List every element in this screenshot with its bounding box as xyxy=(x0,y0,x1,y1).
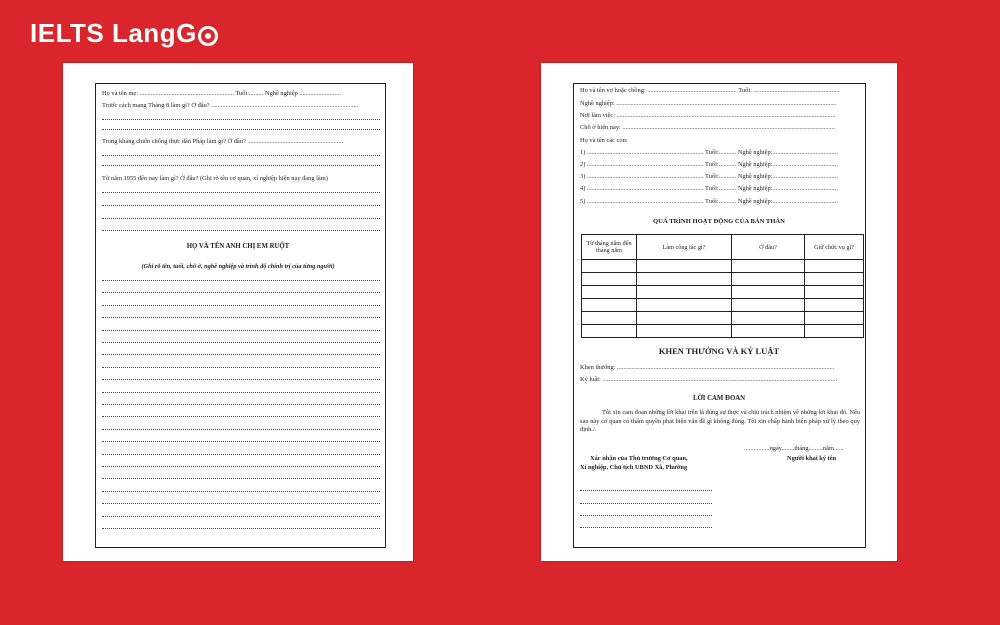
logo-text: IELTS LangG xyxy=(30,18,197,48)
answer-line xyxy=(102,218,380,219)
answer-line xyxy=(102,404,380,405)
answer-line xyxy=(102,155,380,156)
answer-line xyxy=(102,478,380,479)
table-row xyxy=(582,325,864,338)
answer-line xyxy=(102,129,380,130)
confirm-label: Xí nghiệp, Chủ tịch UBND Xã, Phường xyxy=(580,464,688,471)
answer-line xyxy=(102,292,380,293)
signer-label: Người khai ký tên xyxy=(787,455,837,462)
table-row xyxy=(582,260,864,273)
confirm-line xyxy=(580,490,712,491)
child-row: 1) ......................................................................... Tuổi:........... Nghề nghiệp:......................................... xyxy=(580,149,838,156)
date-line: ................ngày........tháng.........năm...... xyxy=(744,445,844,452)
pledge-title: LỜI CAM ĐOAN xyxy=(692,395,746,402)
child-row: 4) ......................................................................... Tuổi:........... Nghề nghiệp:......................................... xyxy=(580,185,838,192)
table-row xyxy=(582,299,864,312)
answer-line xyxy=(102,305,380,306)
answer-line xyxy=(102,367,380,368)
confirm-line xyxy=(580,527,712,528)
siblings-title: HỌ VÀ TÊN ANH CHỊ EM RUỘT xyxy=(186,243,290,250)
since-1955-question: Từ năm 1955 đến nay làm gì? Ở đâu? (Ghi rõ tên cơ quan, xí nghiệp hiện nay đang làm) xyxy=(102,175,328,182)
col-period: Từ tháng năm đến tháng năm xyxy=(582,235,637,260)
logo-o-icon xyxy=(198,26,218,46)
answer-line xyxy=(102,379,380,380)
before-1945-question: Trước cách mạng Tháng 8 làm gì? Ở đâu? ............................................................................................ xyxy=(102,102,359,109)
form-page-left xyxy=(63,63,413,561)
table-row xyxy=(582,312,864,325)
table-row xyxy=(582,273,864,286)
answer-line xyxy=(102,441,380,442)
answer-line xyxy=(102,466,380,467)
answer-line xyxy=(102,342,380,343)
french-war-question: Trong kháng chiến chống thực dân Pháp làm gì? Ở đâu? ............................................................ xyxy=(102,138,344,145)
answer-line xyxy=(102,516,380,517)
siblings-note: (Ghi rõ tên, tuổi, chỗ ở, nghề nghiệp và trình độ chính trị của từng người) xyxy=(141,263,335,270)
answer-line xyxy=(102,416,380,417)
work-history-title: QUÁ TRÌNH HOẠT ĐỘNG CỦA BẢN THÂN xyxy=(653,218,785,225)
work-history-table xyxy=(581,234,864,338)
answer-line xyxy=(102,119,380,120)
answer-line xyxy=(102,354,380,355)
confirm-line xyxy=(580,503,712,504)
rewards-title: KHEN THƯỞNG VÀ KỶ LUẬT xyxy=(658,346,780,356)
answer-line xyxy=(102,205,380,206)
pledge-text: Tôi xin cam đoan những lời khai trên là đúng sự thực và chịu trách nhiệm về những lời khai đó. Nếu sau này cơ quan có thẩm quyền phát hiện vấn đề gì không đúng. Tôi xin chấp hành biện pháp xử lý theo quy định./. xyxy=(580,409,860,433)
form-page-right xyxy=(541,63,897,561)
spouse-name-line: Họ và tên vợ hoặc chồng: ........................................................ Tuổi: ...................................................... xyxy=(580,87,840,94)
answer-line xyxy=(102,454,380,455)
answer-line xyxy=(102,503,380,504)
occupation-line: Nghề nghiệp: .......................................................................................................................................... xyxy=(580,100,837,107)
answer-line xyxy=(102,230,380,231)
answer-line xyxy=(102,491,380,492)
col-position: Giữ chức vụ gì? xyxy=(805,235,864,260)
col-place: Ở đâu? xyxy=(732,235,805,260)
children-label: Họ và tên các con: xyxy=(580,137,628,144)
discipline-line: Kỷ luật: ................................................................................................................................................... xyxy=(580,376,838,383)
residence-line: Chỗ ở hiện nay: ..................................................................................................................................... xyxy=(580,124,835,131)
child-row: 2) ......................................................................... Tuổi:........... Nghề nghiệp:......................................... xyxy=(580,161,838,168)
rewards-line: Khen thưởng: ........................................................................................................................................ xyxy=(580,364,835,371)
answer-line xyxy=(102,317,380,318)
answer-line xyxy=(102,330,380,331)
answer-line xyxy=(102,528,380,529)
table-row xyxy=(582,286,864,299)
answer-line xyxy=(102,165,380,166)
answer-line xyxy=(102,429,380,430)
answer-line xyxy=(102,192,380,193)
col-job: Làm công tác gì? xyxy=(637,235,732,260)
child-row: 5) ......................................................................... Tuổi:........... Nghề nghiệp:......................................... xyxy=(580,198,838,205)
answer-line xyxy=(102,392,380,393)
confirm-line xyxy=(580,515,712,516)
workplace-line: Nơi làm việc: ......................................................................................................................................... xyxy=(580,112,836,119)
answer-line xyxy=(102,280,380,281)
mother-name-line: Họ và tên mẹ: ........................................................... Tuổi:......... Nghề nghiệp .......................... xyxy=(102,90,341,97)
confirm-label: Xác nhận của Thủ trưởng Cơ quan, xyxy=(590,455,688,462)
child-row: 3) ......................................................................... Tuổi:........... Nghề nghiệp:......................................... xyxy=(580,173,838,180)
brand-logo xyxy=(30,18,218,49)
